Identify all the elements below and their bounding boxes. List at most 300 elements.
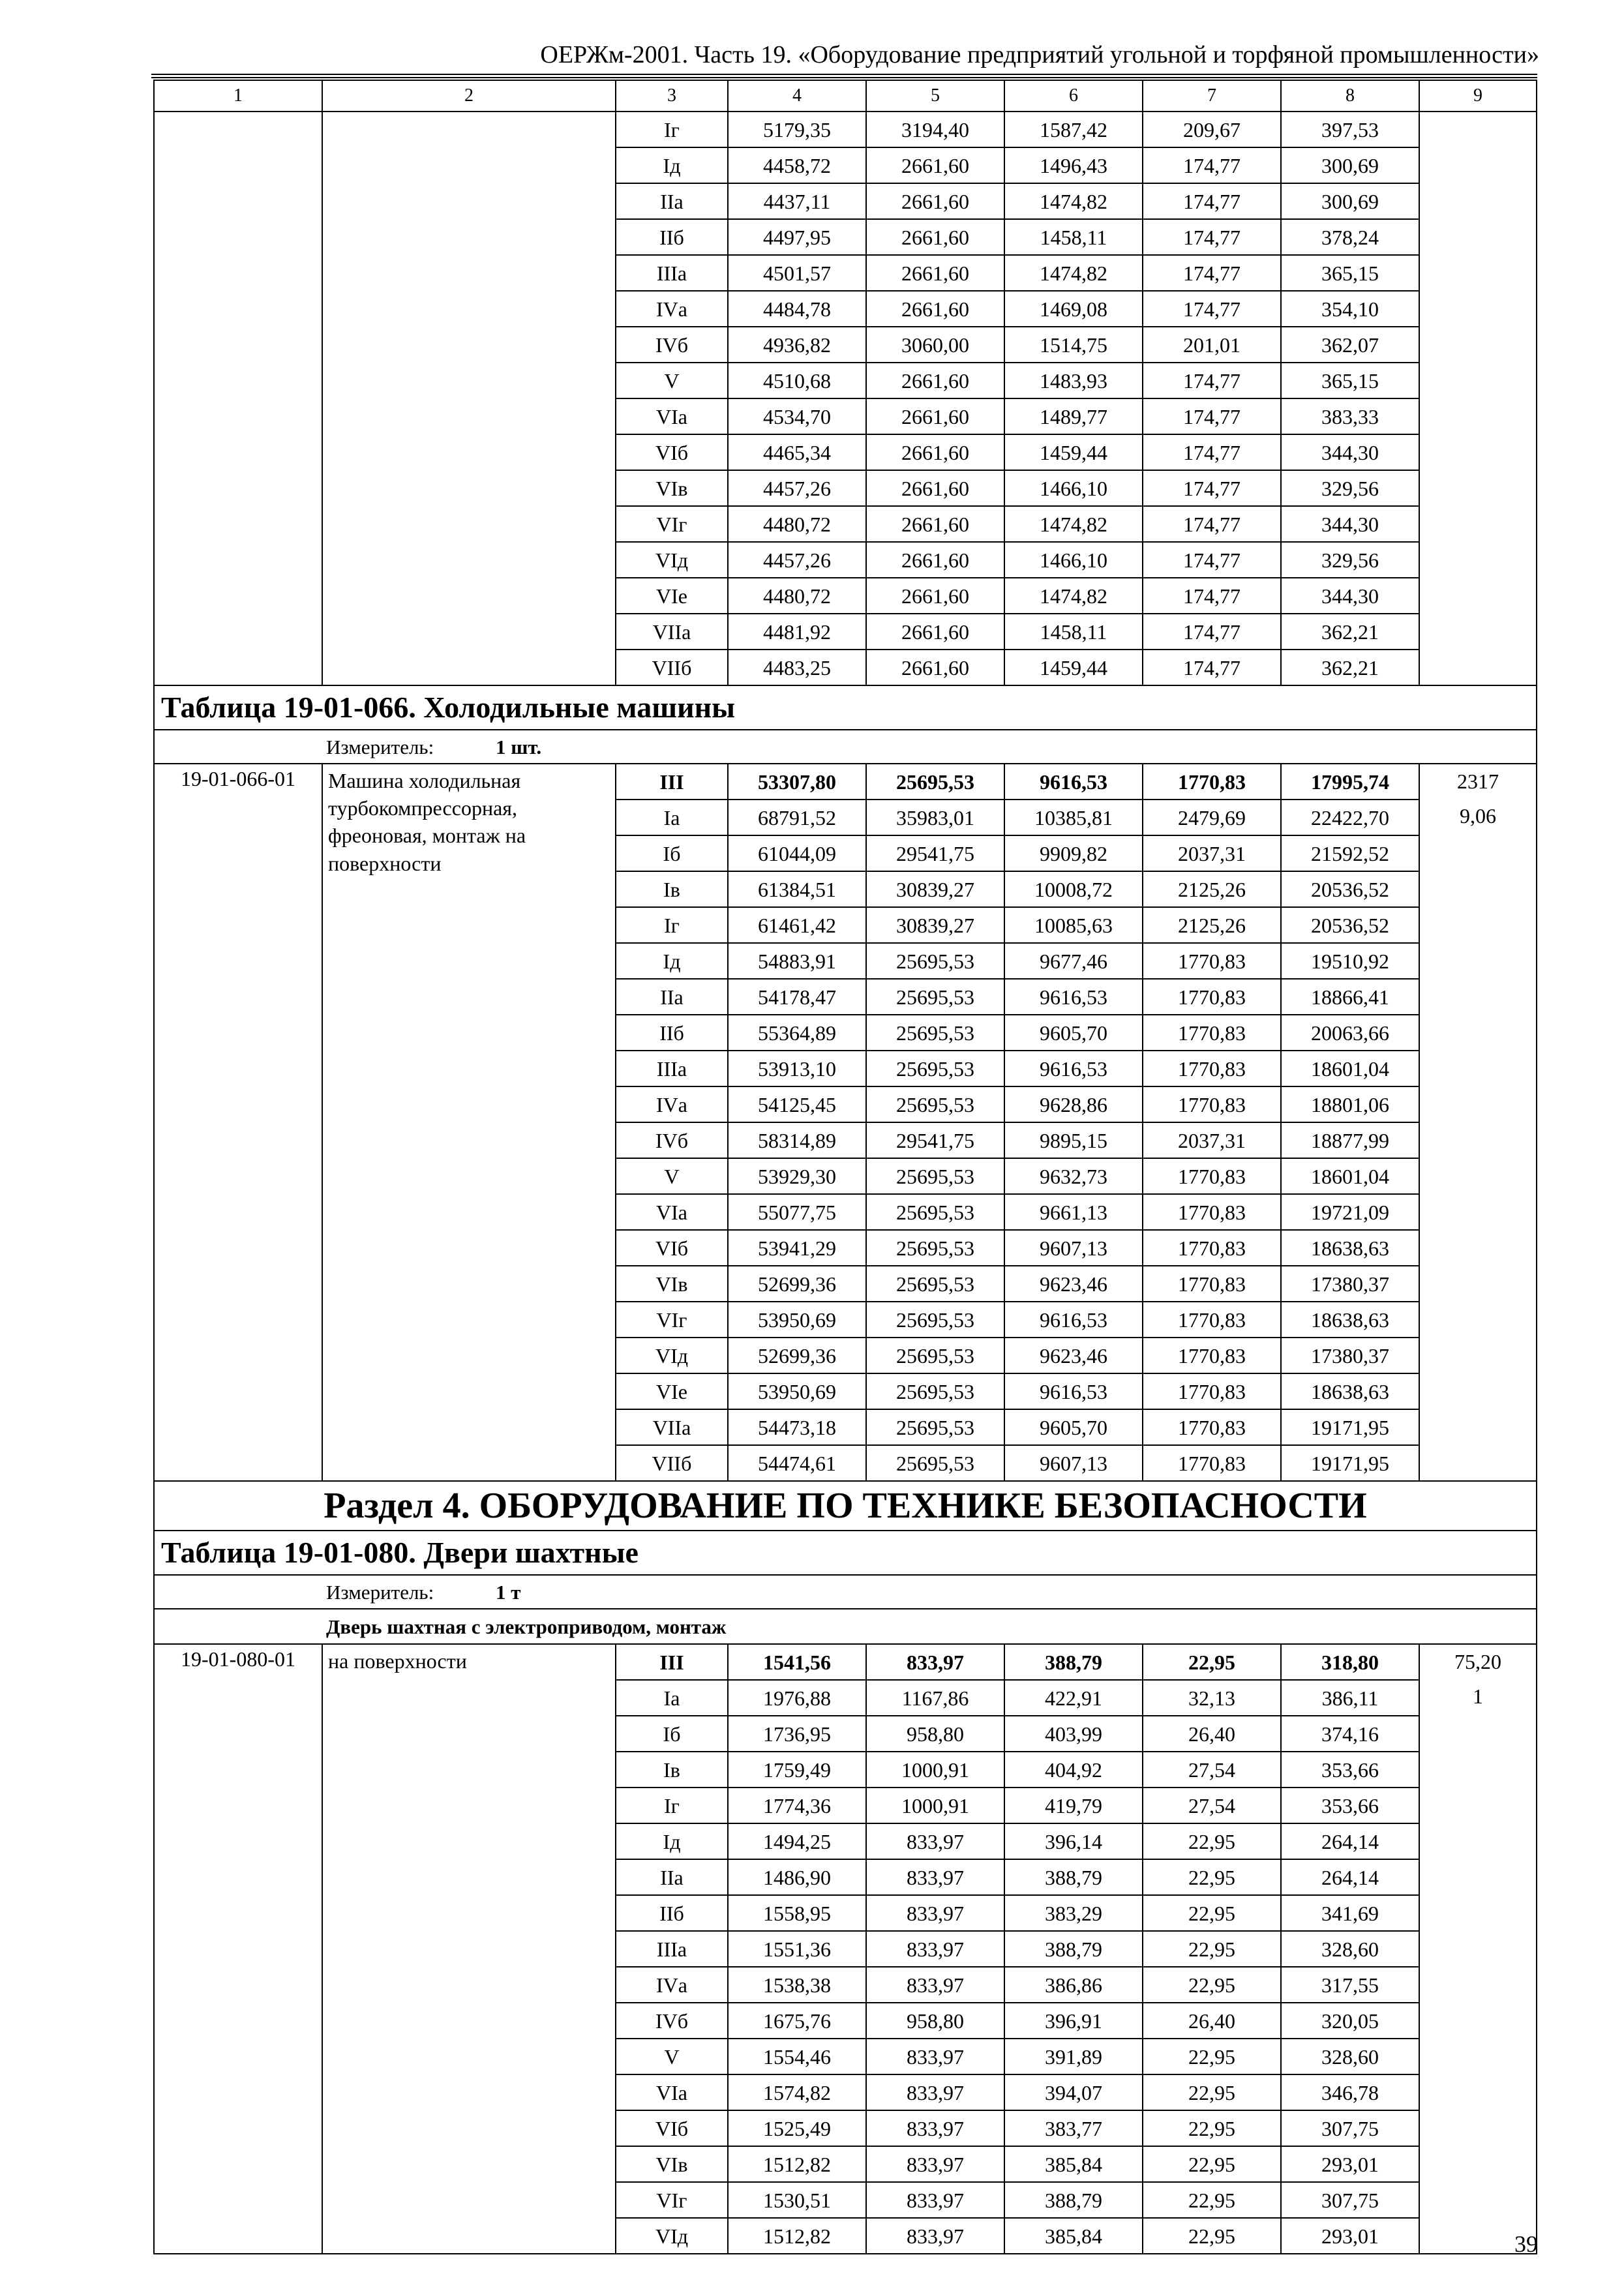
value-cell: 2661,60 bbox=[866, 183, 1004, 219]
zone-cell: VIе bbox=[616, 578, 728, 614]
zone-cell: IVб bbox=[616, 327, 728, 363]
zone-cell: IVа bbox=[616, 1967, 728, 2003]
zone-cell: VIд bbox=[616, 2218, 728, 2254]
value-cell: 22,95 bbox=[1143, 1931, 1281, 1967]
value-cell: 833,97 bbox=[866, 1859, 1004, 1895]
value-cell: 32,13 bbox=[1143, 1680, 1281, 1716]
value-cell: 419,79 bbox=[1004, 1788, 1143, 1823]
zone-cell: IIIа bbox=[616, 1051, 728, 1086]
subtitle-text: Дверь шахтная с электроприводом, монтаж bbox=[326, 1615, 727, 1638]
value-cell: 4484,78 bbox=[728, 291, 866, 327]
value-cell: 54473,18 bbox=[728, 1409, 866, 1445]
value-cell: 55077,75 bbox=[728, 1194, 866, 1230]
value-cell: 1558,95 bbox=[728, 1895, 866, 1931]
zone-cell: III bbox=[616, 764, 728, 800]
zone-cell: Iа bbox=[616, 1680, 728, 1716]
value-cell: 53950,69 bbox=[728, 1302, 866, 1338]
value-cell: 22,95 bbox=[1143, 1823, 1281, 1859]
rate-code bbox=[154, 112, 322, 685]
value-cell: 25695,53 bbox=[866, 1302, 1004, 1338]
value-cell: 833,97 bbox=[866, 1967, 1004, 2003]
value-cell: 4501,57 bbox=[728, 255, 866, 291]
value-cell: 54474,61 bbox=[728, 1445, 866, 1481]
value-cell: 2037,31 bbox=[1143, 835, 1281, 871]
value-cell: 1770,83 bbox=[1143, 1158, 1281, 1194]
value-cell: 385,84 bbox=[1004, 2146, 1143, 2182]
subtitle-row bbox=[154, 1609, 1537, 1644]
value-cell: 20063,66 bbox=[1281, 1015, 1419, 1051]
value-cell: 1474,82 bbox=[1004, 255, 1143, 291]
rate-name bbox=[322, 1644, 616, 2254]
zone-cell: IIа bbox=[616, 1859, 728, 1895]
column-number: 5 bbox=[866, 80, 1004, 112]
value-cell: 1770,83 bbox=[1143, 1266, 1281, 1302]
table-title bbox=[154, 1531, 1537, 1575]
value-cell: 388,79 bbox=[1004, 1644, 1143, 1680]
value-cell: 1770,83 bbox=[1143, 1338, 1281, 1373]
table-body bbox=[154, 80, 1537, 2254]
value-cell: 300,69 bbox=[1281, 147, 1419, 183]
value-cell: 344,30 bbox=[1281, 506, 1419, 542]
value-cell: 17380,37 bbox=[1281, 1266, 1419, 1302]
value-cell: 1489,77 bbox=[1004, 398, 1143, 434]
value-cell: 174,77 bbox=[1143, 650, 1281, 685]
value-cell: 2125,26 bbox=[1143, 907, 1281, 943]
value-cell: 1530,51 bbox=[728, 2182, 866, 2218]
value-cell: 1512,82 bbox=[728, 2146, 866, 2182]
value-cell: 833,97 bbox=[866, 2182, 1004, 2218]
zone-cell: Iв bbox=[616, 1752, 728, 1788]
value-cell: 25695,53 bbox=[866, 1051, 1004, 1086]
value-cell: 20536,52 bbox=[1281, 871, 1419, 907]
value-cell: 10085,63 bbox=[1004, 907, 1143, 943]
value-cell: 9607,13 bbox=[1004, 1230, 1143, 1266]
section-title bbox=[154, 1481, 1537, 1531]
value-cell: 2661,60 bbox=[866, 470, 1004, 506]
value-cell: 1551,36 bbox=[728, 1931, 866, 1967]
value-cell: 2661,60 bbox=[866, 614, 1004, 650]
value-cell: 61461,42 bbox=[728, 907, 866, 943]
zone-cell: VIIа bbox=[616, 1409, 728, 1445]
value-cell: 4483,25 bbox=[728, 650, 866, 685]
value-cell: 9605,70 bbox=[1004, 1015, 1143, 1051]
zone-cell: VIа bbox=[616, 398, 728, 434]
column-number-row bbox=[154, 80, 1537, 112]
value-cell: 9895,15 bbox=[1004, 1122, 1143, 1158]
zone-cell: IIб bbox=[616, 1015, 728, 1051]
price-table bbox=[153, 80, 1537, 2254]
value-cell: 2661,60 bbox=[866, 506, 1004, 542]
zone-cell: VIа bbox=[616, 2074, 728, 2110]
zone-cell: VIв bbox=[616, 2146, 728, 2182]
value-cell: 1770,83 bbox=[1143, 1302, 1281, 1338]
value-cell: 174,77 bbox=[1143, 363, 1281, 398]
value-cell: 61384,51 bbox=[728, 871, 866, 907]
value-cell: 1486,90 bbox=[728, 1859, 866, 1895]
table-title-row bbox=[154, 685, 1537, 730]
value-cell: 4510,68 bbox=[728, 363, 866, 398]
value-cell: 383,77 bbox=[1004, 2110, 1143, 2146]
value-cell: 9661,13 bbox=[1004, 1194, 1143, 1230]
value-cell: 4534,70 bbox=[728, 398, 866, 434]
value-cell: 18638,63 bbox=[1281, 1373, 1419, 1409]
value-cell: 362,07 bbox=[1281, 327, 1419, 363]
value-cell: 9632,73 bbox=[1004, 1158, 1143, 1194]
zone-cell: VIд bbox=[616, 542, 728, 578]
value-cell: 1167,86 bbox=[866, 1680, 1004, 1716]
value-cell: 18866,41 bbox=[1281, 979, 1419, 1015]
value-cell: 18601,04 bbox=[1281, 1158, 1419, 1194]
value-cell: 1469,08 bbox=[1004, 291, 1143, 327]
value-cell: 4457,26 bbox=[728, 542, 866, 578]
value-cell: 53307,80 bbox=[728, 764, 866, 800]
value-cell: 833,97 bbox=[866, 2074, 1004, 2110]
value-cell: 307,75 bbox=[1281, 2110, 1419, 2146]
zone-cell: Iг bbox=[616, 1788, 728, 1823]
value-cell: 394,07 bbox=[1004, 2074, 1143, 2110]
value-cell: 1466,10 bbox=[1004, 542, 1143, 578]
value-cell: 1000,91 bbox=[866, 1752, 1004, 1788]
value-cell: 26,40 bbox=[1143, 1716, 1281, 1752]
value-cell: 174,77 bbox=[1143, 614, 1281, 650]
value-cell: 18801,06 bbox=[1281, 1086, 1419, 1122]
value-cell: 385,84 bbox=[1004, 2218, 1143, 2254]
zone-cell: V bbox=[616, 1158, 728, 1194]
unit-line-row bbox=[154, 730, 1537, 764]
value-cell: 25695,53 bbox=[866, 1158, 1004, 1194]
value-cell: 174,77 bbox=[1143, 470, 1281, 506]
zone-cell: IVа bbox=[616, 1086, 728, 1122]
value-cell: 22,95 bbox=[1143, 2110, 1281, 2146]
value-cell: 396,91 bbox=[1004, 2003, 1143, 2039]
unit-value: 1 шт. bbox=[496, 735, 542, 758]
value-cell: 362,21 bbox=[1281, 650, 1419, 685]
value-cell: 9607,13 bbox=[1004, 1445, 1143, 1481]
value-cell: 68791,52 bbox=[728, 800, 866, 835]
value-cell: 22,95 bbox=[1143, 2074, 1281, 2110]
table-title bbox=[154, 685, 1537, 730]
value-cell: 25695,53 bbox=[866, 1445, 1004, 1481]
value-cell: 174,77 bbox=[1143, 255, 1281, 291]
zone-cell: V bbox=[616, 2039, 728, 2074]
value-cell: 61044,09 bbox=[728, 835, 866, 871]
zone-cell: VIIб bbox=[616, 650, 728, 685]
value-cell: 2037,31 bbox=[1143, 1122, 1281, 1158]
value-cell: 386,86 bbox=[1004, 1967, 1143, 2003]
zone-cell: VIIб bbox=[616, 1445, 728, 1481]
value-cell: 27,54 bbox=[1143, 1752, 1281, 1788]
value-cell: 1587,42 bbox=[1004, 112, 1143, 147]
value-cell: 328,60 bbox=[1281, 1931, 1419, 1967]
value-cell: 53913,10 bbox=[728, 1051, 866, 1086]
zone-cell: IIа bbox=[616, 979, 728, 1015]
section-title-row bbox=[154, 1481, 1537, 1531]
value-cell: 25695,53 bbox=[866, 764, 1004, 800]
value-cell: 4437,11 bbox=[728, 183, 866, 219]
subtitle bbox=[154, 1609, 1537, 1644]
price-row bbox=[154, 112, 1537, 147]
value-cell: 365,15 bbox=[1281, 255, 1419, 291]
value-cell: 1000,91 bbox=[866, 1788, 1004, 1823]
header-title: ОЕРЖм-2001. Часть 19. «Оборудование предприятий угольной и торфяной промышленности» bbox=[540, 41, 1539, 68]
value-cell: 328,60 bbox=[1281, 2039, 1419, 2074]
zone-cell: IIб bbox=[616, 219, 728, 255]
value-cell: 1483,93 bbox=[1004, 363, 1143, 398]
value-cell: 329,56 bbox=[1281, 542, 1419, 578]
value-cell: 25695,53 bbox=[866, 1015, 1004, 1051]
value-cell: 388,79 bbox=[1004, 2182, 1143, 2218]
value-cell: 22,95 bbox=[1143, 2146, 1281, 2182]
value-cell: 54125,45 bbox=[728, 1086, 866, 1122]
value-cell: 25695,53 bbox=[866, 1373, 1004, 1409]
value-cell: 9616,53 bbox=[1004, 764, 1143, 800]
value-cell: 378,24 bbox=[1281, 219, 1419, 255]
value-cell: 2125,26 bbox=[1143, 871, 1281, 907]
value-cell: 2661,60 bbox=[866, 578, 1004, 614]
value-cell: 9623,46 bbox=[1004, 1338, 1143, 1373]
value-cell: 53950,69 bbox=[728, 1373, 866, 1409]
value-cell: 317,55 bbox=[1281, 1967, 1419, 2003]
page-number: 39 bbox=[1514, 2231, 1538, 2257]
value-cell: 1736,95 bbox=[728, 1716, 866, 1752]
zone-cell: V bbox=[616, 363, 728, 398]
value-cell: 22,95 bbox=[1143, 2182, 1281, 2218]
value-cell: 1512,82 bbox=[728, 2218, 866, 2254]
value-cell: 1770,83 bbox=[1143, 1373, 1281, 1409]
value-cell: 396,14 bbox=[1004, 1823, 1143, 1859]
value-cell: 9616,53 bbox=[1004, 1051, 1143, 1086]
value-cell: 201,01 bbox=[1143, 327, 1281, 363]
value-cell: 1514,75 bbox=[1004, 327, 1143, 363]
value-cell: 9605,70 bbox=[1004, 1409, 1143, 1445]
value-cell: 833,97 bbox=[866, 1895, 1004, 1931]
value-cell: 2661,60 bbox=[866, 219, 1004, 255]
zone-cell: Iб bbox=[616, 835, 728, 871]
value-cell: 22422,70 bbox=[1281, 800, 1419, 835]
value-cell: 2661,60 bbox=[866, 255, 1004, 291]
value-cell: 1459,44 bbox=[1004, 650, 1143, 685]
value-cell: 18638,63 bbox=[1281, 1302, 1419, 1338]
zone-cell: Iв bbox=[616, 871, 728, 907]
value-cell: 10385,81 bbox=[1004, 800, 1143, 835]
value-cell: 19171,95 bbox=[1281, 1409, 1419, 1445]
value-cell: 353,66 bbox=[1281, 1752, 1419, 1788]
value-cell: 833,97 bbox=[866, 1823, 1004, 1859]
value-cell: 344,30 bbox=[1281, 434, 1419, 470]
zone-cell: VIа bbox=[616, 1194, 728, 1230]
value-cell: 1976,88 bbox=[728, 1680, 866, 1716]
value-cell: 1770,83 bbox=[1143, 1086, 1281, 1122]
rate-name-line: турбокомпрессорная, bbox=[328, 796, 517, 820]
value-cell: 4457,26 bbox=[728, 470, 866, 506]
value-cell: 1770,83 bbox=[1143, 1409, 1281, 1445]
rate-name bbox=[322, 764, 616, 1481]
column-9-values bbox=[1419, 764, 1537, 1481]
value-cell: 18877,99 bbox=[1281, 1122, 1419, 1158]
value-cell: 1496,43 bbox=[1004, 147, 1143, 183]
value-cell: 1474,82 bbox=[1004, 578, 1143, 614]
value-cell: 388,79 bbox=[1004, 1859, 1143, 1895]
value-cell: 344,30 bbox=[1281, 578, 1419, 614]
value-cell: 1770,83 bbox=[1143, 1015, 1281, 1051]
value-cell: 53929,30 bbox=[728, 1158, 866, 1194]
value-cell: 35983,01 bbox=[866, 800, 1004, 835]
column-number: 7 bbox=[1143, 80, 1281, 112]
value-cell: 2661,60 bbox=[866, 434, 1004, 470]
value-cell: 19171,95 bbox=[1281, 1445, 1419, 1481]
value-cell: 5179,35 bbox=[728, 112, 866, 147]
value-cell: 9677,46 bbox=[1004, 943, 1143, 979]
value-cell: 1574,82 bbox=[728, 2074, 866, 2110]
value-cell: 22,95 bbox=[1143, 1967, 1281, 2003]
value-cell: 307,75 bbox=[1281, 2182, 1419, 2218]
zone-cell: VIв bbox=[616, 1266, 728, 1302]
value-cell: 17380,37 bbox=[1281, 1338, 1419, 1373]
value-cell: 404,92 bbox=[1004, 1752, 1143, 1788]
value-cell: 22,95 bbox=[1143, 2218, 1281, 2254]
value-cell: 264,14 bbox=[1281, 1859, 1419, 1895]
value-cell: 1466,10 bbox=[1004, 470, 1143, 506]
value-cell: 1770,83 bbox=[1143, 1194, 1281, 1230]
value-cell: 2661,60 bbox=[866, 147, 1004, 183]
value-cell: 1541,56 bbox=[728, 1644, 866, 1680]
value-cell: 54178,47 bbox=[728, 979, 866, 1015]
value-cell: 833,97 bbox=[866, 2146, 1004, 2182]
zone-cell: Iд bbox=[616, 147, 728, 183]
zone-cell: III bbox=[616, 1644, 728, 1680]
unit-value: 1 т bbox=[496, 1580, 521, 1604]
value-cell: 4465,34 bbox=[728, 434, 866, 470]
price-row bbox=[154, 764, 1537, 800]
value-cell: 1474,82 bbox=[1004, 506, 1143, 542]
value-cell: 2661,60 bbox=[866, 363, 1004, 398]
value-cell: 3060,00 bbox=[866, 327, 1004, 363]
column-9-values bbox=[1419, 1644, 1537, 2254]
zone-cell: VIг bbox=[616, 2182, 728, 2218]
value-cell: 353,66 bbox=[1281, 1788, 1419, 1823]
value-cell: 30839,27 bbox=[866, 871, 1004, 907]
zone-cell: VIг bbox=[616, 1302, 728, 1338]
value-cell: 22,95 bbox=[1143, 1895, 1281, 1931]
value-cell: 4481,92 bbox=[728, 614, 866, 650]
zone-cell: Iд bbox=[616, 943, 728, 979]
unit-label: Измеритель: bbox=[326, 735, 434, 758]
value-cell: 9616,53 bbox=[1004, 1302, 1143, 1338]
value-cell: 1770,83 bbox=[1143, 1230, 1281, 1266]
value-cell: 1494,25 bbox=[728, 1823, 866, 1859]
value-cell: 300,69 bbox=[1281, 183, 1419, 219]
value-cell: 3194,40 bbox=[866, 112, 1004, 147]
zone-cell: VIIа bbox=[616, 614, 728, 650]
column-9-value: 2317 bbox=[1457, 770, 1499, 793]
value-cell: 1525,49 bbox=[728, 2110, 866, 2146]
value-cell: 1554,46 bbox=[728, 2039, 866, 2074]
rate-code: 19-01-080-01 bbox=[154, 1644, 322, 2254]
value-cell: 2661,60 bbox=[866, 398, 1004, 434]
value-cell: 9628,86 bbox=[1004, 1086, 1143, 1122]
value-cell: 329,56 bbox=[1281, 470, 1419, 506]
rate-code: 19-01-066-01 bbox=[154, 764, 322, 1481]
value-cell: 174,77 bbox=[1143, 434, 1281, 470]
value-cell: 18638,63 bbox=[1281, 1230, 1419, 1266]
zone-cell: IIб bbox=[616, 1895, 728, 1931]
value-cell: 397,53 bbox=[1281, 112, 1419, 147]
value-cell: 19721,09 bbox=[1281, 1194, 1419, 1230]
value-cell: 22,95 bbox=[1143, 1859, 1281, 1895]
value-cell: 1538,38 bbox=[728, 1967, 866, 2003]
value-cell: 55364,89 bbox=[728, 1015, 866, 1051]
value-cell: 1458,11 bbox=[1004, 614, 1143, 650]
value-cell: 4480,72 bbox=[728, 578, 866, 614]
column-number: 2 bbox=[322, 80, 616, 112]
unit-line bbox=[154, 730, 1537, 764]
value-cell: 53941,29 bbox=[728, 1230, 866, 1266]
value-cell: 318,80 bbox=[1281, 1644, 1419, 1680]
value-cell: 1770,83 bbox=[1143, 764, 1281, 800]
zone-cell: Iб bbox=[616, 1716, 728, 1752]
value-cell: 174,77 bbox=[1143, 542, 1281, 578]
value-cell: 22,95 bbox=[1143, 2039, 1281, 2074]
column-number: 1 bbox=[154, 80, 322, 112]
rate-name bbox=[322, 112, 616, 685]
value-cell: 833,97 bbox=[866, 2218, 1004, 2254]
value-cell: 391,89 bbox=[1004, 2039, 1143, 2074]
value-cell: 54883,91 bbox=[728, 943, 866, 979]
value-cell: 10008,72 bbox=[1004, 871, 1143, 907]
value-cell: 19510,92 bbox=[1281, 943, 1419, 979]
zone-cell: IIIа bbox=[616, 255, 728, 291]
value-cell: 29541,75 bbox=[866, 835, 1004, 871]
zone-cell: VIб bbox=[616, 2110, 728, 2146]
value-cell: 25695,53 bbox=[866, 1338, 1004, 1373]
value-cell: 25695,53 bbox=[866, 1266, 1004, 1302]
rate-name-line: на поверхности bbox=[328, 1649, 467, 1673]
value-cell: 1474,82 bbox=[1004, 183, 1143, 219]
table-title-text: Таблица 19-01-066. Холодильные машины bbox=[161, 691, 736, 724]
column-number: 3 bbox=[616, 80, 728, 112]
value-cell: 1675,76 bbox=[728, 2003, 866, 2039]
value-cell: 1759,49 bbox=[728, 1752, 866, 1788]
value-cell: 958,80 bbox=[866, 1716, 1004, 1752]
value-cell: 833,97 bbox=[866, 1644, 1004, 1680]
value-cell: 52699,36 bbox=[728, 1338, 866, 1373]
value-cell: 17995,74 bbox=[1281, 764, 1419, 800]
column-9-values bbox=[1419, 112, 1537, 685]
column-number: 8 bbox=[1281, 80, 1419, 112]
value-cell: 362,21 bbox=[1281, 614, 1419, 650]
rate-name-line: поверхности bbox=[328, 851, 442, 875]
value-cell: 25695,53 bbox=[866, 1409, 1004, 1445]
value-cell: 1458,11 bbox=[1004, 219, 1143, 255]
zone-cell: VIе bbox=[616, 1373, 728, 1409]
value-cell: 4458,72 bbox=[728, 147, 866, 183]
value-cell: 174,77 bbox=[1143, 147, 1281, 183]
value-cell: 58314,89 bbox=[728, 1122, 866, 1158]
value-cell: 174,77 bbox=[1143, 398, 1281, 434]
value-cell: 403,99 bbox=[1004, 1716, 1143, 1752]
section-title-text: Раздел 4. ОБОРУДОВАНИЕ ПО ТЕХНИКЕ БЕЗОПАСНОСТИ bbox=[323, 1486, 1367, 1526]
value-cell: 374,16 bbox=[1281, 1716, 1419, 1752]
value-cell: 25695,53 bbox=[866, 979, 1004, 1015]
value-cell: 1774,36 bbox=[728, 1788, 866, 1823]
value-cell: 4497,95 bbox=[728, 219, 866, 255]
value-cell: 9616,53 bbox=[1004, 1373, 1143, 1409]
value-cell: 9909,82 bbox=[1004, 835, 1143, 871]
value-cell: 25695,53 bbox=[866, 1230, 1004, 1266]
value-cell: 833,97 bbox=[866, 2039, 1004, 2074]
value-cell: 209,67 bbox=[1143, 112, 1281, 147]
value-cell: 1770,83 bbox=[1143, 1445, 1281, 1481]
